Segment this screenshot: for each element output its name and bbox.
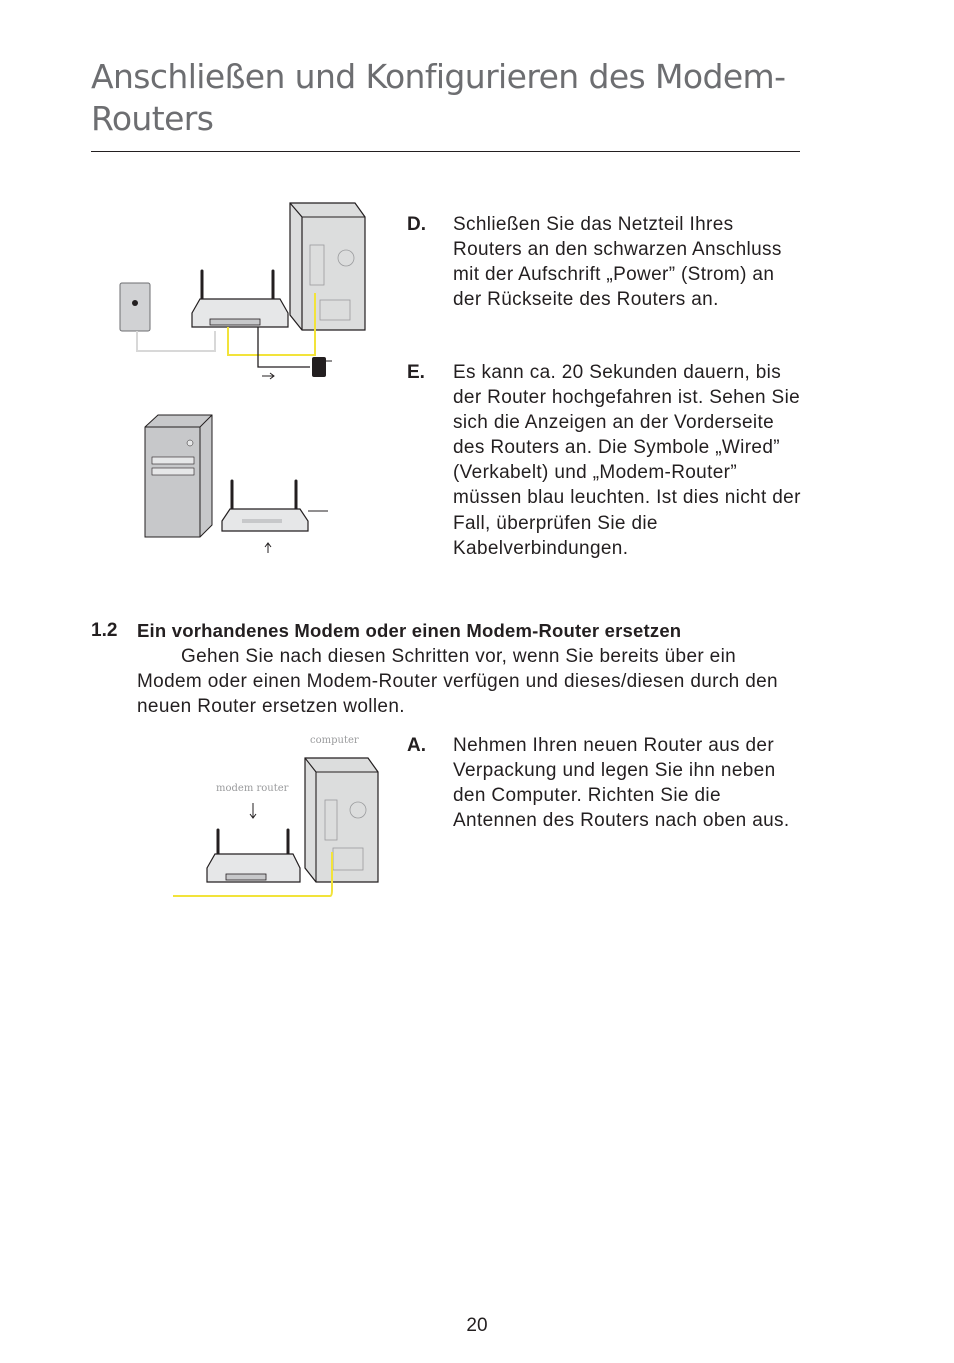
- section-body: Gehen Sie nach diesen Schritten vor, wenn Sie bereits über ein Modem oder einen Modem-Router verfügen und dieses/diesen durch den neuen Router ersetzen wollen.: [137, 646, 778, 718]
- arrow-down-icon: [250, 803, 256, 818]
- page-title: Anschließen und Konfigurieren des Modem-Routers: [91, 57, 786, 138]
- illustration-modem-router-beside-computer: [170, 730, 385, 902]
- section-number: 1.2: [91, 620, 118, 641]
- power-adapter-icon: [312, 357, 326, 377]
- wall-jack-icon: [120, 283, 150, 331]
- computer-tower-icon: [145, 415, 212, 537]
- step-letter: D.: [407, 214, 426, 235]
- section-title: Ein vorhandenes Modem oder einen Modem-Router ersetzen: [137, 620, 682, 641]
- computer-tower-icon: [290, 203, 365, 330]
- title-divider: [91, 151, 800, 152]
- router-icon: [207, 830, 300, 882]
- computer-tower-icon: [305, 758, 378, 882]
- step-text: Nehmen Ihren neuen Router aus der Verpackung und legen Sie ihn neben den Computer. Richten Sie die Antennen des Routers nach oben aus.: [453, 735, 790, 832]
- router-icon: [222, 481, 308, 531]
- step-letter: E.: [407, 362, 425, 383]
- step-text: Es kann ca. 20 Sekunden dauern, bis der Router hochgefahren ist. Sehen Sie sich die Anzeigen an der Vorderseite des Routers an. Die Symbole „Wired” (Verkabelt) und „Modem-Router” müssen blau leuchten. Ist dies nicht der Fall, überprüfen Sie die Kabelverbindungen.: [453, 362, 801, 559]
- arrow-up-icon: [265, 543, 271, 553]
- figure-label-modem-router: modem router: [216, 783, 289, 794]
- step-text: Schließen Sie das Netzteil Ihres Routers an den schwarzen Anschluss mit der Aufschrift „Power” (Strom) an der Rückseite des Routers an.: [453, 214, 782, 311]
- page-number: 20: [466, 1315, 488, 1336]
- illustration-router-power-connection: [110, 195, 380, 385]
- illustration-router-status-lights: [140, 405, 340, 565]
- figure-label-computer: computer: [310, 735, 359, 746]
- step-letter: A.: [407, 735, 426, 756]
- router-icon: [192, 271, 288, 327]
- arrow-right-icon: [262, 373, 274, 379]
